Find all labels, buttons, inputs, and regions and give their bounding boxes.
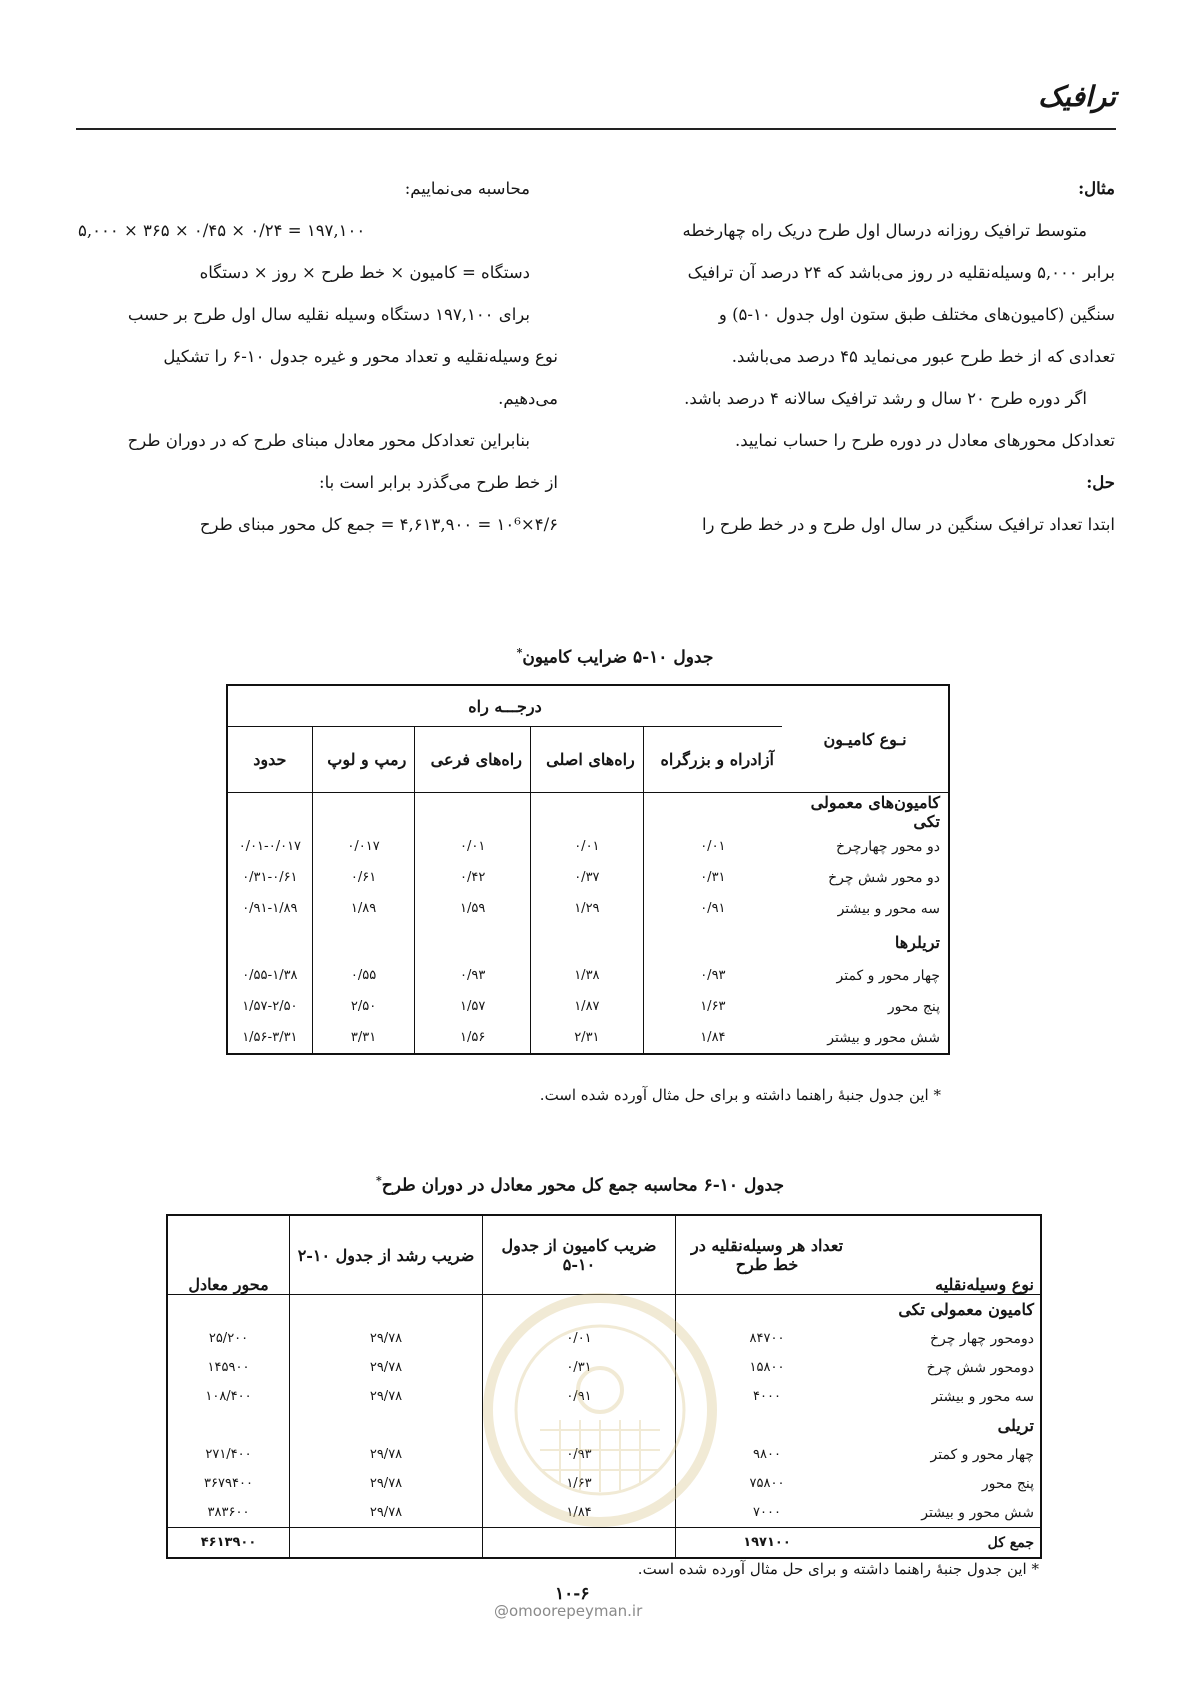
result-equation: ۴/۶×۱۰⁶ = ۴,۶۱۳,۹۰۰ = جمع کل محور مبنای طرح <box>199 515 558 534</box>
paragraph-line: متوسط ترافیک روزانه درسال اول طرح دریک راه چهارخطه <box>682 221 1087 240</box>
paragraph-line: برای ۱۹۷,۱۰۰ دستگاه وسیله نقلیه سال اول طرح بر حسب <box>127 305 530 324</box>
col-header-vehicle-type: نوع وسیله‌نقلیه <box>858 1215 1041 1295</box>
equation-units: دستگاه = کامیون × خط طرح × روز × دستگاه <box>199 263 530 282</box>
paragraph-line: سنگین (کامیون‌های مختلف طبق ستون اول جدول ۱۰-۵) و <box>718 305 1115 324</box>
table-row: دومحور شش چرخ ۱۵۸۰۰ ۰/۳۱ ۲۹/۷۸ ۱۴۵۹۰۰ <box>167 1353 1041 1382</box>
col-header-ramp: رمپ و لوپ <box>312 727 415 793</box>
table-row: سه محور و بیشتر ۴۰۰۰ ۰/۹۱ ۲۹/۷۸ ۱۰۸/۴۰۰ <box>167 1382 1041 1411</box>
paragraph-line: محاسبه می‌نماییم: <box>404 179 530 198</box>
paragraph-line: بنابراین تعدادکل محور معادل مبنای طرح که در دوران طرح <box>127 431 530 450</box>
watermark-url: @omoorepeyman.ir <box>494 1602 643 1620</box>
table-row: سه محور و بیشتر ۰/۹۱ ۱/۲۹ ۱/۵۹ ۱/۸۹ ۰/۹۱-۱/۸۹ <box>227 893 949 924</box>
group-label: تریلی <box>997 1416 1034 1435</box>
table6-footnote: * این جدول جنبهٔ راهنما داشته و برای حل مثال آورده شده است. <box>637 1560 1039 1578</box>
table6-caption: جدول ۱۰-۶ محاسبه جمع کل محور معادل در دوران طرح* <box>376 1174 784 1196</box>
table-row: شش محور و بیشتر ۷۰۰۰ ۱/۸۴ ۲۹/۷۸ ۳۸۳۶۰۰ <box>167 1498 1041 1528</box>
paragraph-line: می‌دهیم. <box>498 389 558 408</box>
table-row: پنج محور ۱/۶۳ ۱/۸۷ ۱/۵۷ ۲/۵۰ ۱/۵۷-۲/۵۰ <box>227 991 949 1022</box>
col-header-range: حدود <box>227 727 312 793</box>
table-row: دو محور شش چرخ ۰/۳۱ ۰/۳۷ ۰/۴۲ ۰/۶۱ ۰/۳۱-۰/۶۱ <box>227 862 949 893</box>
example-heading: مثال: <box>1078 179 1115 198</box>
page-header <box>76 72 1116 130</box>
page-title: ترافیک <box>1038 80 1116 113</box>
paragraph-line: اگر دوره طرح ۲۰ سال و رشد ترافیک سالانه ۴ درصد باشد. <box>684 389 1087 408</box>
table5-caption: جدول ۱۰-۵ ضرایب کامیون* <box>516 646 714 668</box>
col-header-road-class: درجـــه راه <box>227 685 782 727</box>
table-row: پنج محور ۷۵۸۰۰ ۱/۶۳ ۲۹/۷۸ ۳۶۷۹۴۰۰ <box>167 1469 1041 1498</box>
col-header-growth-factor: ضریب رشد از جدول ۱۰-۲ <box>290 1215 483 1295</box>
truck-factor-table <box>226 684 950 1055</box>
equation-line: ۵,۰۰۰ × ۳۶۵ × ۰/۴۵ × ۰/۲۴ = ۱۹۷,۱۰۰ <box>78 221 366 240</box>
group-label: تریلرها <box>894 932 940 952</box>
paragraph-line: تعدادکل محورهای معادل در دوره طرح را حساب نمایید. <box>734 431 1115 450</box>
table-row: چهار محور و کمتر ۰/۹۳ ۱/۳۸ ۰/۹۳ ۰/۵۵ ۰/۵۵-۱/۳۸ <box>227 960 949 991</box>
table-row: دومحور چهار چرخ ۸۴۷۰۰ ۰/۰۱ ۲۹/۷۸ ۲۵/۲۰۰ <box>167 1324 1041 1353</box>
table-row: دو محور چهارچرخ ۰/۰۱ ۰/۰۱ ۰/۰۱ ۰/۰۱۷ ۰/۰۱-۰/۰۱۷ <box>227 831 949 862</box>
paragraph-line: نوع وسیله‌نقلیه و تعداد محور و غیره جدول ۱۰-۶ را تشکیل <box>163 347 558 366</box>
col-header-vehicle-count: تعداد هر وسیله‌نقلیه در خط طرح <box>676 1215 859 1295</box>
paragraph-line: ابتدا تعداد ترافیک سنگین در سال اول طرح و در خط طرح را <box>701 515 1115 534</box>
col-header-equivalent-axles: محور معادل <box>167 1215 290 1295</box>
paragraph-line: برابر ۵,۰۰۰ وسیله‌نقلیه در روز می‌باشد که ۲۴ درصد آن ترافیک <box>687 263 1115 282</box>
page-number: ۱۰-۶ <box>555 1584 590 1604</box>
table5-footnote: * این جدول جنبهٔ راهنما داشته و برای حل مثال آورده شده است. <box>539 1086 941 1104</box>
left-text-column <box>78 168 558 546</box>
col-header-main-roads: راه‌های اصلی <box>530 727 643 793</box>
paragraph-line: تعدادی که از خط طرح عبور می‌نماید ۴۵ درصد می‌باشد. <box>731 347 1115 366</box>
group-label: کامیون معمولی تکی <box>898 1300 1034 1319</box>
col-header-freeway: آزادراه و بزرگراه <box>643 727 782 793</box>
publisher-seal-watermark <box>480 1290 720 1530</box>
paragraph-line: از خط طرح می‌گذرد برابر است با: <box>319 473 558 492</box>
group-label: کامیون‌های معمولی تکی <box>810 793 940 831</box>
total-row: جمع کل ۱۹۷۱۰۰ ۴۶۱۳۹۰۰ <box>167 1528 1041 1559</box>
table-row: شش محور و بیشتر ۱/۸۴ ۲/۳۱ ۱/۵۶ ۳/۳۱ ۱/۵۶-۳/۳۱ <box>227 1022 949 1054</box>
col-header-truck-type: نـوع کامیـون <box>782 685 949 793</box>
col-header-truck-factor: ضریب کامیون از جدول ۱۰-۵ <box>483 1215 676 1295</box>
right-text-column <box>635 168 1115 546</box>
table-row: چهار محور و کمتر ۹۸۰۰ ۰/۹۳ ۲۹/۷۸ ۲۷۱/۴۰۰ <box>167 1440 1041 1469</box>
col-header-minor-roads: راه‌های فرعی <box>415 727 531 793</box>
solution-heading: حل: <box>1086 473 1115 492</box>
